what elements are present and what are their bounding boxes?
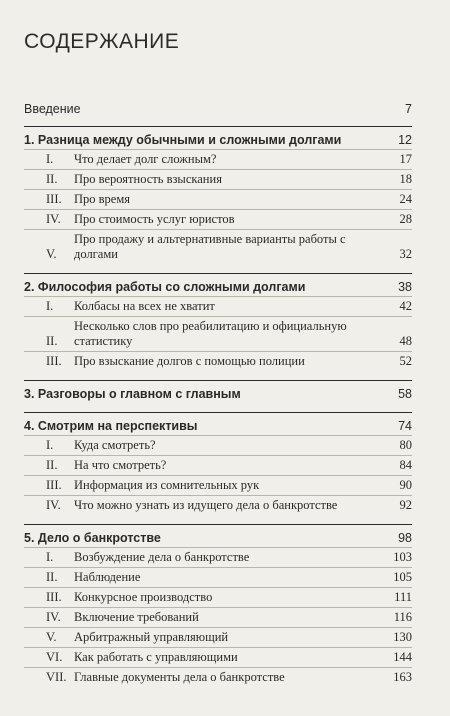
item-page: 130: [393, 630, 412, 644]
item-number: III.: [46, 354, 62, 368]
toc-intro: [24, 102, 412, 116]
toc-item: [24, 667, 412, 687]
item-number: III.: [46, 590, 62, 604]
toc-item: [24, 209, 412, 229]
toc-chapter: [24, 524, 412, 687]
item-title: Что можно узнать из идущего дела о банкротстве: [74, 498, 338, 512]
item-number: I.: [46, 152, 54, 166]
item-title: Про продажу и альтернативные варианты работы с долгами: [74, 232, 346, 261]
chapter-title: 1. Разница между обычными и сложными долгами: [24, 133, 342, 147]
page-title: СОДЕРЖАНИЕ: [24, 30, 180, 53]
item-number: II.: [46, 570, 58, 584]
chapter-heading: [24, 529, 412, 547]
chapter-page: 12: [398, 133, 412, 147]
chapter-title: 4. Смотрим на перспективы: [24, 419, 198, 433]
toc-chapter: [24, 273, 412, 371]
item-page: 17: [399, 152, 412, 166]
item-title: Про стоимость услуг юристов: [74, 212, 235, 226]
item-number: III.: [46, 192, 62, 206]
chapter-title: 3. Разговоры о главном с главным: [24, 387, 241, 401]
item-number: I.: [46, 550, 54, 564]
item-page: 116: [393, 610, 412, 624]
toc-item: [24, 495, 412, 515]
item-title: Про вероятность взыскания: [74, 172, 222, 186]
item-number: IV.: [46, 498, 61, 512]
chapter-title: 5. Дело о банкротстве: [24, 531, 161, 545]
item-page: 18: [399, 172, 412, 186]
toc-item: [24, 475, 412, 495]
item-title: На что смотреть?: [74, 458, 167, 472]
toc-item: [24, 627, 412, 647]
item-number: II.: [46, 334, 58, 348]
item-page: 42: [399, 299, 412, 313]
item-number: II.: [46, 458, 58, 472]
item-page: 32: [399, 247, 412, 261]
item-number: V.: [46, 247, 57, 261]
toc-item: [24, 567, 412, 587]
chapter-heading: [24, 278, 412, 296]
chapter-title: 2. Философия работы со сложными долгами: [24, 280, 306, 294]
toc-item: [24, 296, 412, 316]
item-page: 163: [393, 670, 412, 684]
item-title: Про взыскание долгов с помощью полиции: [74, 354, 305, 368]
item-number: I.: [46, 438, 54, 452]
item-page: 52: [399, 354, 412, 368]
item-number: V.: [46, 630, 57, 644]
toc-item: [24, 435, 412, 455]
item-page: 144: [393, 650, 412, 664]
item-page: 90: [399, 478, 412, 492]
toc-item: [24, 587, 412, 607]
item-title: Главные документы дела о банкротстве: [74, 670, 285, 684]
toc-item: [24, 189, 412, 209]
item-title: Арбитражный управляющий: [74, 630, 229, 644]
item-title: Как работать с управляющими: [74, 650, 238, 664]
item-page: 80: [399, 438, 412, 452]
intro-label: Введение: [24, 102, 81, 116]
chapter-heading: [24, 385, 412, 403]
toc-item: [24, 229, 412, 264]
item-title: Возбуждение дела о банкротстве: [74, 550, 250, 564]
item-number: VII.: [46, 670, 67, 684]
item-title: Несколько слов про реабилитацию и официальную статистику: [74, 319, 347, 348]
item-title: Куда смотреть?: [74, 438, 156, 452]
item-number: VI.: [46, 650, 63, 664]
chapter-heading: [24, 131, 412, 149]
item-page: 111: [394, 590, 412, 604]
toc-chapter: [24, 380, 412, 403]
toc-item: [24, 607, 412, 627]
toc-item: [24, 316, 412, 351]
item-page: 28: [399, 212, 412, 226]
chapter-heading: [24, 417, 412, 435]
item-number: IV.: [46, 610, 61, 624]
chapter-page: 58: [398, 387, 412, 401]
chapter-page: 74: [398, 419, 412, 433]
toc-item: [24, 149, 412, 169]
item-page: 92: [399, 498, 412, 512]
item-number: IV.: [46, 212, 61, 226]
toc-chapter: [24, 126, 412, 264]
toc-item: [24, 351, 412, 371]
item-number: II.: [46, 172, 58, 186]
item-title: Что делает долг сложным?: [74, 152, 217, 166]
item-title: Конкурсное производство: [74, 590, 213, 604]
item-number: I.: [46, 299, 54, 313]
item-title: Наблюдение: [74, 570, 141, 584]
toc-chapter: [24, 412, 412, 515]
toc-chapters: [24, 126, 412, 696]
chapter-page: 98: [398, 531, 412, 545]
item-page: 84: [399, 458, 412, 472]
chapter-page: 38: [398, 280, 412, 294]
item-title: Информация из сомнительных рук: [74, 478, 260, 492]
item-title: Колбасы на всех не хватит: [74, 299, 215, 313]
item-title: Про время: [74, 192, 131, 206]
toc-item: [24, 169, 412, 189]
item-page: 24: [399, 192, 412, 206]
toc-item: [24, 547, 412, 567]
item-page: 103: [393, 550, 412, 564]
item-page: 48: [399, 334, 412, 348]
item-page: 105: [393, 570, 412, 584]
item-title: Включение требований: [74, 610, 199, 624]
item-number: III.: [46, 478, 62, 492]
intro-page: 7: [405, 102, 412, 116]
toc-item: [24, 647, 412, 667]
toc-item: [24, 455, 412, 475]
